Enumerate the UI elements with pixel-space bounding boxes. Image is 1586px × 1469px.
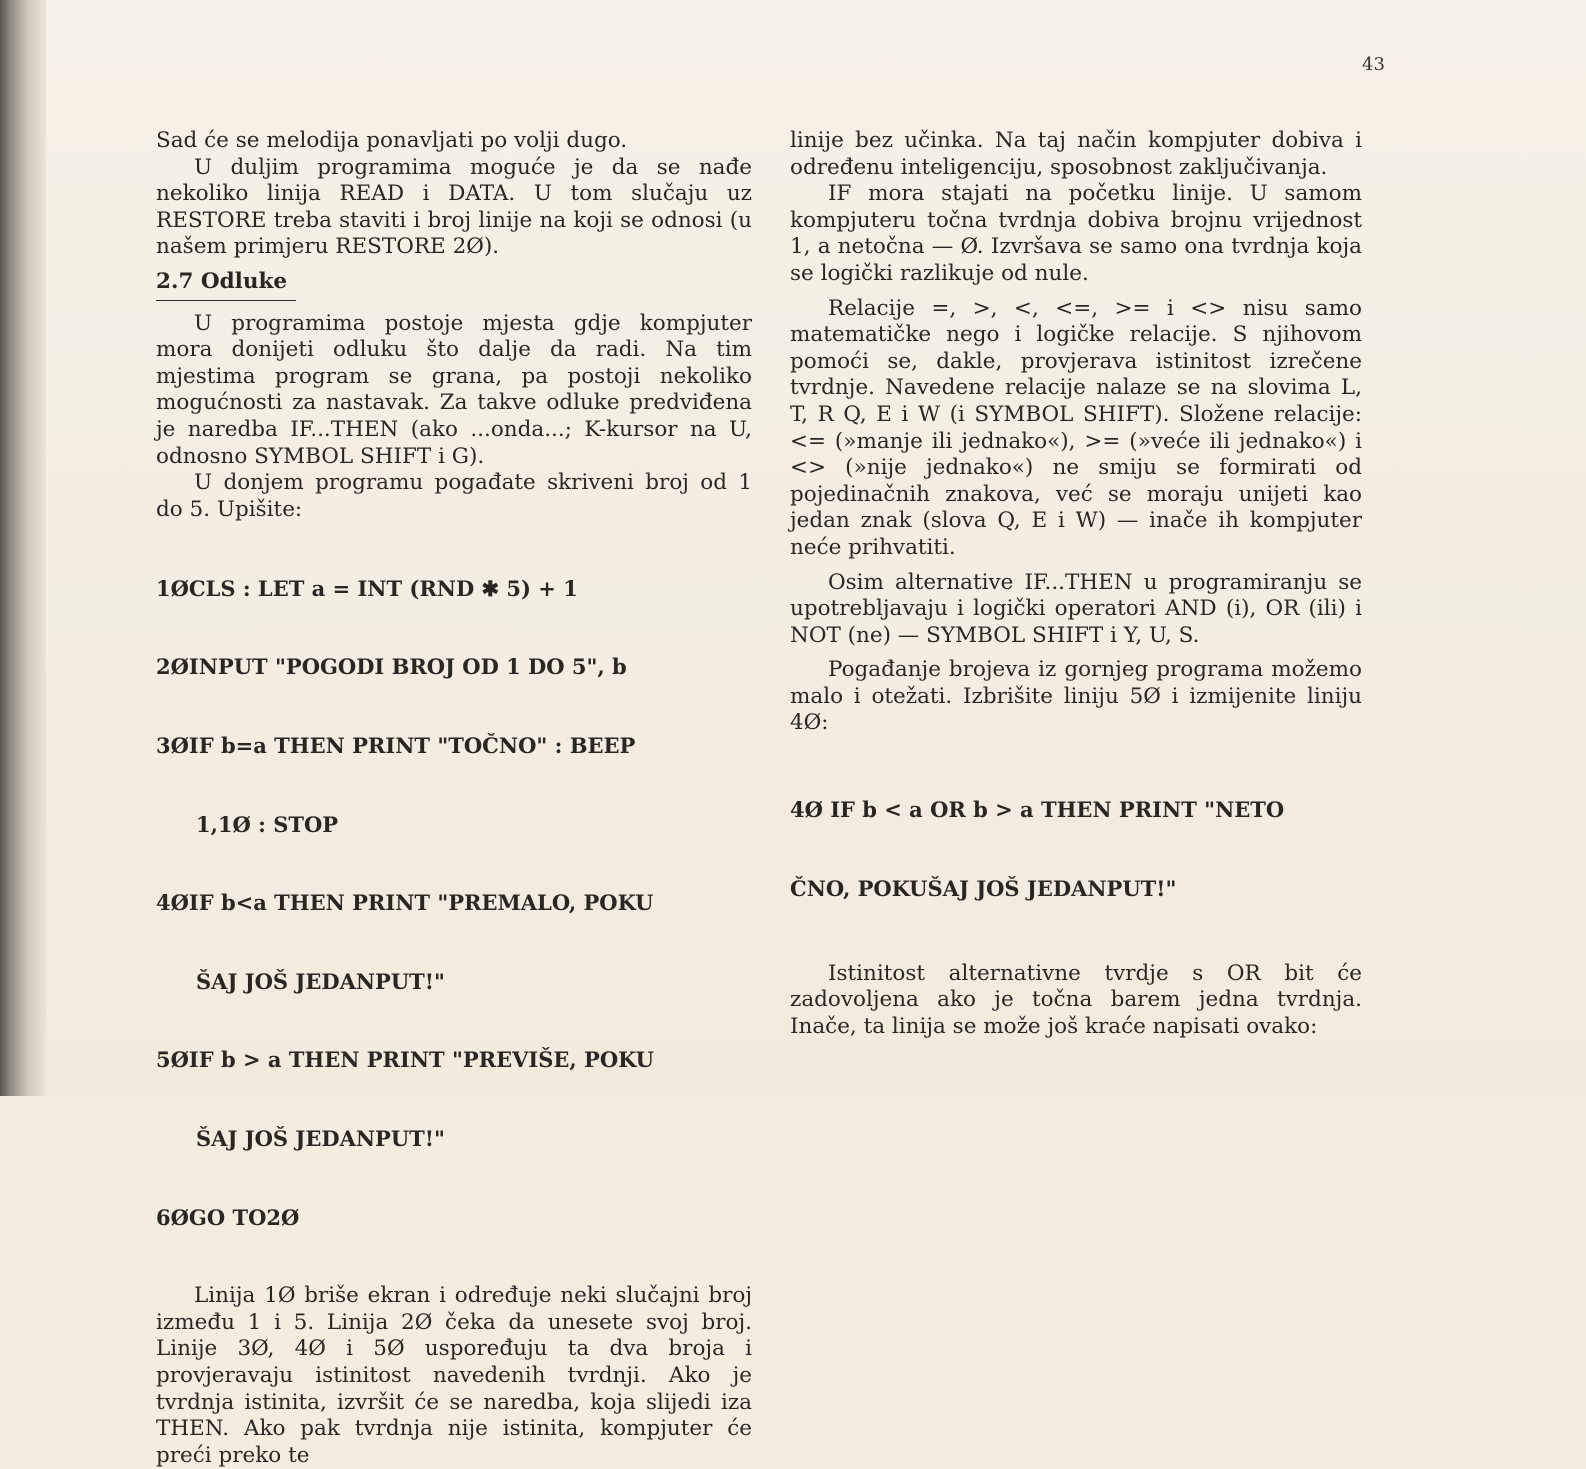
code-line: 2ØINPUT "POGODI BROJ OD 1 DO 5", b [156, 654, 627, 680]
paragraph: U duljim programima moguće je da se nađe nekoliko linija READ i DATA. U tom slučaju uz RESTORE treba staviti i broj linije na koji se odnosi (u našem primjeru RESTORE 2Ø). [156, 154, 752, 260]
paragraph: U programima postoje mjesta gdje kompjuter mora donijeti odluku što dalje da radi. Na tim mjestima program se grana, pa postoji nekoliko mogućnosti za nastavak. Za takve odluke predviđena je naredba IF...THEN (ako ...onda...; K-kursor na U, odnosno SYMBOL SHIFT i G). [156, 310, 752, 469]
book-gutter-shadow [0, 0, 46, 1096]
code-line: 6ØGO TO2Ø [156, 1204, 300, 1230]
paragraph: Sad će se melodija ponavljati po volji dugo. [156, 128, 628, 153]
paragraph: Osim alternative IF...THEN u programiranju se upotrebljavaju i logički operatori AND (i), OR (ili) i NOT (ne) — SYMBOL SHIFT i Y, U, S. [790, 569, 1362, 648]
left-column [156, 128, 752, 1469]
paragraph: Relacije =, >, <, <=, >= i <> nisu samo matematičke nego i logičke relacije. S njihovom pomoći se, dakle, provjerava istinitost izrečene tvrdnje. Navedene relacije nalaze se na slovima L, T, R Q, E i W (i SYMBOL SHIFT). Složene relacije: <= (»manje ili jednako«), >= (»veće ili jednako«) i <> (»nije jednako«) ne smiju se formirati od pojedinačnih znakova, već se moraju unijeti kao jedan znak (slova Q, E i W) — inače ih kompjuter neće prihvatiti. [790, 295, 1362, 560]
code-line: 5ØIF b > a THEN PRINT "PREVIŠE, POKU [156, 1047, 654, 1073]
code-line: ČNO, POKUŠAJ JOŠ JEDANPUT!" [790, 876, 1177, 902]
paragraph: Pogađanje brojeva iz gornjeg programa možemo malo i otežati. Izbrišite liniju 5Ø i izmijenite liniju 4Ø: [790, 657, 1362, 736]
paragraph: U donjem programu pogađate skriveni broj od 1 do 5. Upišite: [156, 470, 752, 522]
paragraph: Linija 1Ø briše ekran i određuje neki slučajni broj između 1 i 5. Linija 2Ø čeka da unesete svoj broj. Linije 3Ø, 4Ø i 5Ø uspoređuju ta dva broja i provjeravaju istinitost navedenih tvrdnji. Ako je tvrdnja istinita, izvršit će se naredba, koja slijedi iza THEN. Ako pak tvrdnja nije istinita, kompjuter će preći preko te [156, 1283, 752, 1468]
code-listing [156, 523, 752, 1283]
code-listing [790, 745, 1362, 955]
page-number: 43 [1362, 54, 1385, 75]
paragraph: IF mora stajati na početku linije. U samom kompjuteru točna tvrdnja dobiva brojnu vrijednost 1, a netočna — Ø. Izvršava se samo ona tvrdnja koja se logički razlikuje od nule. [790, 181, 1362, 286]
right-column [790, 128, 1362, 1040]
code-line: ŠAJ JOŠ JEDANPUT!" [196, 1125, 445, 1151]
paragraph: linije bez učinka. Na taj način kompjuter dobiva i određenu inteligenciju, sposobnost zaključivanja. [790, 128, 1362, 180]
code-line: ŠAJ JOŠ JEDANPUT!" [196, 968, 445, 994]
code-line: 1ØCLS : LET a = INT (RND ✱ 5) + 1 [156, 575, 578, 601]
code-line: 4Ø IF b < a OR b > a THEN PRINT "NETO [790, 797, 1285, 823]
code-line: 3ØIF b=a THEN PRINT "TOČNO" : BEEP [156, 732, 636, 758]
code-line: 1,1Ø : STOP [196, 811, 339, 837]
code-line: 4ØIF b<a THEN PRINT "PREMALO, POKU [156, 890, 654, 916]
paragraph: Istinitost alternativne tvrdje s OR bit će zadovoljena ako je točna barem jedna tvrdnja. Inače, ta linija se može još kraće napisati ovako: [790, 960, 1362, 1039]
section-heading: 2.7 Odluke [156, 269, 296, 301]
